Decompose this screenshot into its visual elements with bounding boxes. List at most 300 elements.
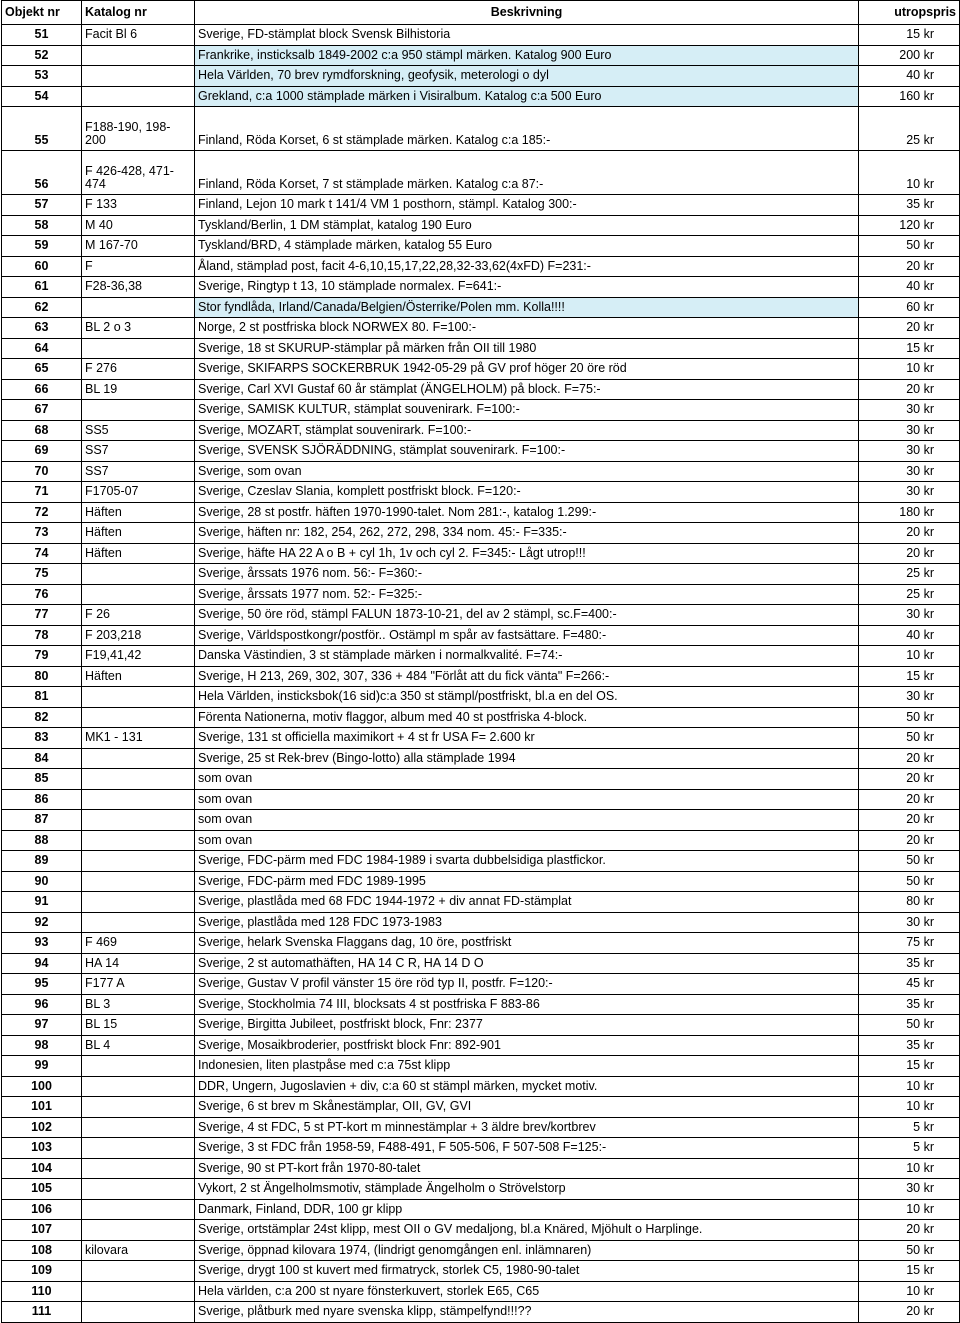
table-row — [2, 974, 960, 995]
table-row — [2, 1179, 960, 1200]
start-price: 120 kr — [859, 215, 960, 236]
lot-number: 105 — [2, 1179, 82, 1200]
lot-number: 77 — [2, 605, 82, 626]
start-price: 20 kr — [859, 523, 960, 544]
catalog-number: M 167-70 — [82, 236, 195, 257]
catalog-number: Häften — [82, 502, 195, 523]
lot-number: 93 — [2, 933, 82, 954]
catalog-number — [82, 769, 195, 790]
lot-description: Sverige, MOZART, stämplat souvenirark. F=100:- — [195, 420, 859, 441]
catalog-number — [82, 45, 195, 66]
start-price: 50 kr — [859, 1015, 960, 1036]
start-price: 20 kr — [859, 1220, 960, 1241]
start-price: 30 kr — [859, 687, 960, 708]
lot-number: 72 — [2, 502, 82, 523]
lot-description: Åland, stämplad post, facit 4-6,10,15,17,22,28,32-33,62(4xFD) F=231:- — [195, 256, 859, 277]
start-price: 5 kr — [859, 1138, 960, 1159]
table-row — [2, 1281, 960, 1302]
catalog-number: F 426-428, 471-474 — [82, 151, 195, 195]
table-row — [2, 297, 960, 318]
start-price: 20 kr — [859, 318, 960, 339]
start-price: 40 kr — [859, 66, 960, 87]
start-price: 80 kr — [859, 892, 960, 913]
lot-description: Sverige, häften nr: 182, 254, 262, 272, 298, 334 nom. 45:- F=335:- — [195, 523, 859, 544]
table-row — [2, 933, 960, 954]
catalog-number — [82, 400, 195, 421]
lot-number: 111 — [2, 1302, 82, 1323]
table-row — [2, 1015, 960, 1036]
lot-description: Hela världen, c:a 200 st nyare fönsterkuvert, storlek E65, C65 — [195, 1281, 859, 1302]
lot-description: Sverige, SKIFARPS SOCKERBRUK 1942-05-29 på GV prof höger 20 öre röd — [195, 359, 859, 380]
lot-number: 78 — [2, 625, 82, 646]
lot-number: 108 — [2, 1240, 82, 1261]
table-row — [2, 748, 960, 769]
catalog-number: F188-190, 198-200 — [82, 107, 195, 151]
start-price: 25 kr — [859, 584, 960, 605]
catalog-number: SS5 — [82, 420, 195, 441]
lot-number: 100 — [2, 1076, 82, 1097]
lot-description: Sverige, Världspostkongr/postför.. Ostämpl m spår av fastsättare. F=480:- — [195, 625, 859, 646]
table-row — [2, 605, 960, 626]
start-price: 50 kr — [859, 871, 960, 892]
lot-number: 88 — [2, 830, 82, 851]
table-row — [2, 1097, 960, 1118]
lot-number: 79 — [2, 646, 82, 667]
table-row — [2, 1056, 960, 1077]
lot-number: 106 — [2, 1199, 82, 1220]
start-price: 50 kr — [859, 1240, 960, 1261]
lot-description: Finland, Lejon 10 mark t 141/4 VM 1 posthorn, stämpl. Katalog 300:- — [195, 195, 859, 216]
lot-number: 53 — [2, 66, 82, 87]
table-row — [2, 1302, 960, 1323]
table-row — [2, 912, 960, 933]
table-row — [2, 502, 960, 523]
table-row — [2, 564, 960, 585]
lot-description: Norge, 2 st postfriska block NORWEX 80. F=100:- — [195, 318, 859, 339]
lot-number: 62 — [2, 297, 82, 318]
lot-number: 51 — [2, 25, 82, 46]
start-price: 30 kr — [859, 912, 960, 933]
table-row — [2, 66, 960, 87]
start-price: 10 kr — [859, 1199, 960, 1220]
header-beskrivning: Beskrivning — [195, 1, 859, 25]
lot-description: Sverige, årssats 1977 nom. 52:- F=325:- — [195, 584, 859, 605]
lot-number: 59 — [2, 236, 82, 257]
lot-number: 64 — [2, 338, 82, 359]
table-row — [2, 318, 960, 339]
lot-number: 91 — [2, 892, 82, 913]
table-row — [2, 810, 960, 831]
table-row — [2, 151, 960, 195]
lot-description: Finland, Röda Korset, 7 st stämplade märken. Katalog c:a 87:- — [195, 151, 859, 195]
start-price: 20 kr — [859, 379, 960, 400]
table-row — [2, 45, 960, 66]
lot-description: Grekland, c:a 1000 stämplade märken i Visiralbum. Katalog c:a 500 Euro — [195, 86, 859, 107]
start-price: 50 kr — [859, 236, 960, 257]
start-price: 60 kr — [859, 297, 960, 318]
lot-number: 87 — [2, 810, 82, 831]
catalog-number: M 40 — [82, 215, 195, 236]
table-row — [2, 1220, 960, 1241]
table-row — [2, 215, 960, 236]
lot-description: Stor fyndlåda, Irland/Canada/Belgien/Österrike/Polen mm. Kolla!!!! — [195, 297, 859, 318]
start-price: 15 kr — [859, 25, 960, 46]
lot-number: 54 — [2, 86, 82, 107]
catalog-number — [82, 338, 195, 359]
table-row — [2, 1261, 960, 1282]
table-row — [2, 728, 960, 749]
lot-description: Sverige, 90 st PT-kort från 1970-80-talet — [195, 1158, 859, 1179]
header-row — [2, 1, 960, 25]
lot-number: 94 — [2, 953, 82, 974]
table-row — [2, 338, 960, 359]
catalog-number — [82, 687, 195, 708]
start-price: 75 kr — [859, 933, 960, 954]
table-row — [2, 687, 960, 708]
lot-description: Sverige, SAMISK KULTUR, stämplat souvenirark. F=100:- — [195, 400, 859, 421]
start-price: 180 kr — [859, 502, 960, 523]
lot-description: Hela Världen, 70 brev rymdforskning, geofysik, meterologi o dyl — [195, 66, 859, 87]
lot-number: 67 — [2, 400, 82, 421]
lot-description: Vykort, 2 st Ängelholmsmotiv, stämplade Ängelholm o Strövelstorp — [195, 1179, 859, 1200]
table-row — [2, 830, 960, 851]
lot-number: 103 — [2, 1138, 82, 1159]
catalog-number: F1705-07 — [82, 482, 195, 503]
start-price: 25 kr — [859, 564, 960, 585]
table-row — [2, 707, 960, 728]
catalog-number: F 26 — [82, 605, 195, 626]
lot-number: 90 — [2, 871, 82, 892]
table-row — [2, 256, 960, 277]
catalog-number — [82, 707, 195, 728]
lot-number: 61 — [2, 277, 82, 298]
catalog-number: BL 19 — [82, 379, 195, 400]
catalog-number: HA 14 — [82, 953, 195, 974]
start-price: 30 kr — [859, 420, 960, 441]
catalog-number: MK1 - 131 — [82, 728, 195, 749]
lot-description: Sverige, SVENSK SJÖRÄDDNING, stämplat souvenirark. F=100:- — [195, 441, 859, 462]
table-row — [2, 195, 960, 216]
lot-description: Sverige, Stockholmia 74 III, blocksats 4 st postfriska F 883-86 — [195, 994, 859, 1015]
lot-number: 57 — [2, 195, 82, 216]
table-row — [2, 107, 960, 151]
lot-description: Sverige, Gustav V profil vänster 15 öre röd typ II, postfr. F=120:- — [195, 974, 859, 995]
lot-description: Sverige, 2 st automathäften, HA 14 C R, HA 14 D O — [195, 953, 859, 974]
catalog-number — [82, 1261, 195, 1282]
start-price: 15 kr — [859, 1056, 960, 1077]
catalog-number: F177 A — [82, 974, 195, 995]
lot-description: Sverige, öppnad kilovara 1974, (lindrigt genomgången enl. inlämnaren) — [195, 1240, 859, 1261]
start-price: 35 kr — [859, 953, 960, 974]
catalog-number: F19,41,42 — [82, 646, 195, 667]
start-price: 25 kr — [859, 107, 960, 151]
catalog-number — [82, 1302, 195, 1323]
lot-number: 52 — [2, 45, 82, 66]
lot-description: Indonesien, liten plastpåse med c:a 75st klipp — [195, 1056, 859, 1077]
start-price: 45 kr — [859, 974, 960, 995]
catalog-number — [82, 892, 195, 913]
catalog-number — [82, 830, 195, 851]
start-price: 10 kr — [859, 151, 960, 195]
lot-description: Sverige, plastlåda med 128 FDC 1973-1983 — [195, 912, 859, 933]
lot-number: 76 — [2, 584, 82, 605]
catalog-number: Häften — [82, 543, 195, 564]
lot-description: Finland, Röda Korset, 6 st stämplade märken. Katalog c:a 185:- — [195, 107, 859, 151]
header-objekt-nr: Objekt nr — [2, 1, 82, 25]
start-price: 5 kr — [859, 1117, 960, 1138]
table-row — [2, 1117, 960, 1138]
lot-number: 110 — [2, 1281, 82, 1302]
lot-description: Sverige, drygt 100 st kuvert med firmatryck, storlek C5, 1980-90-talet — [195, 1261, 859, 1282]
lot-description: som ovan — [195, 769, 859, 790]
catalog-number: BL 4 — [82, 1035, 195, 1056]
lot-description: Sverige, H 213, 269, 302, 307, 336 + 484 "Förlåt att du fick vänta" F=266:- — [195, 666, 859, 687]
lot-description: Sverige, 131 st officiella maximikort + 4 st fr USA F= 2.600 kr — [195, 728, 859, 749]
table-row — [2, 441, 960, 462]
catalog-number — [82, 789, 195, 810]
start-price: 50 kr — [859, 728, 960, 749]
start-price: 20 kr — [859, 789, 960, 810]
lot-number: 70 — [2, 461, 82, 482]
table-row — [2, 584, 960, 605]
start-price: 20 kr — [859, 810, 960, 831]
table-row — [2, 25, 960, 46]
lot-description: Sverige, Czeslav Slania, komplett postfriskt block. F=120:- — [195, 482, 859, 503]
table-row — [2, 994, 960, 1015]
lot-number: 98 — [2, 1035, 82, 1056]
catalog-number: SS7 — [82, 461, 195, 482]
lot-description: Frankrike, insticksalb 1849-2002 c:a 950 stämpl märken. Katalog 900 Euro — [195, 45, 859, 66]
start-price: 50 kr — [859, 707, 960, 728]
start-price: 15 kr — [859, 1261, 960, 1282]
catalog-number: F 133 — [82, 195, 195, 216]
catalog-number — [82, 86, 195, 107]
lot-number: 80 — [2, 666, 82, 687]
table-row — [2, 851, 960, 872]
catalog-number — [82, 1158, 195, 1179]
lot-number: 109 — [2, 1261, 82, 1282]
lot-description: som ovan — [195, 810, 859, 831]
lot-description: Sverige, Carl XVI Gustaf 60 år stämplat (ÄNGELHOLM) på block. F=75:- — [195, 379, 859, 400]
auction-lot-table — [1, 0, 960, 1323]
lot-description: Sverige, Birgitta Jubileet, postfriskt block, Fnr: 2377 — [195, 1015, 859, 1036]
catalog-number — [82, 810, 195, 831]
start-price: 10 kr — [859, 1158, 960, 1179]
lot-description: Sverige, Ringtyp t 13, 10 stämplade normalex. F=641:- — [195, 277, 859, 298]
catalog-number: F 203,218 — [82, 625, 195, 646]
start-price: 20 kr — [859, 256, 960, 277]
catalog-number — [82, 1117, 195, 1138]
lot-description: som ovan — [195, 789, 859, 810]
lot-number: 84 — [2, 748, 82, 769]
catalog-number — [82, 912, 195, 933]
catalog-number: BL 3 — [82, 994, 195, 1015]
catalog-number — [82, 1056, 195, 1077]
start-price: 200 kr — [859, 45, 960, 66]
lot-description: DDR, Ungern, Jugoslavien + div, c:a 60 st stämpl märken, mycket motiv. — [195, 1076, 859, 1097]
lot-description: Sverige, 6 st brev m Skånestämplar, OII, GV, GVI — [195, 1097, 859, 1118]
start-price: 35 kr — [859, 195, 960, 216]
table-row — [2, 1035, 960, 1056]
table-row — [2, 379, 960, 400]
start-price: 40 kr — [859, 625, 960, 646]
lot-number: 66 — [2, 379, 82, 400]
start-price: 10 kr — [859, 1097, 960, 1118]
start-price: 20 kr — [859, 769, 960, 790]
start-price: 30 kr — [859, 605, 960, 626]
table-row — [2, 1199, 960, 1220]
catalog-number — [82, 1281, 195, 1302]
catalog-number: F 469 — [82, 933, 195, 954]
lot-number: 75 — [2, 564, 82, 585]
start-price: 50 kr — [859, 851, 960, 872]
lot-description: Danmark, Finland, DDR, 100 gr klipp — [195, 1199, 859, 1220]
table-row — [2, 482, 960, 503]
start-price: 20 kr — [859, 830, 960, 851]
table-row — [2, 625, 960, 646]
lot-number: 99 — [2, 1056, 82, 1077]
lot-description: Sverige, plastlåda med 68 FDC 1944-1972 + div annat FD-stämplat — [195, 892, 859, 913]
lot-description: Sverige, 28 st postfr. häften 1970-1990-talet. Nom 281:-, katalog 1.299:- — [195, 502, 859, 523]
start-price: 30 kr — [859, 400, 960, 421]
start-price: 30 kr — [859, 482, 960, 503]
start-price: 15 kr — [859, 338, 960, 359]
lot-number: 74 — [2, 543, 82, 564]
lot-description: Sverige, som ovan — [195, 461, 859, 482]
lot-description: Sverige, årssats 1976 nom. 56:- F=360:- — [195, 564, 859, 585]
lot-description: Tyskland/BRD, 4 stämplade märken, katalog 55 Euro — [195, 236, 859, 257]
lot-number: 96 — [2, 994, 82, 1015]
table-row — [2, 953, 960, 974]
lot-number: 95 — [2, 974, 82, 995]
catalog-number: F — [82, 256, 195, 277]
catalog-number: F 276 — [82, 359, 195, 380]
table-row — [2, 461, 960, 482]
catalog-number — [82, 871, 195, 892]
catalog-number — [82, 1076, 195, 1097]
lot-description: Sverige, helark Svenska Flaggans dag, 10 öre, postfriskt — [195, 933, 859, 954]
lot-description: Sverige, 25 st Rek-brev (Bingo-lotto) alla stämplade 1994 — [195, 748, 859, 769]
table-row — [2, 666, 960, 687]
header-utropspris: utropspris — [859, 1, 960, 25]
lot-number: 68 — [2, 420, 82, 441]
catalog-number: Facit Bl 6 — [82, 25, 195, 46]
catalog-number — [82, 748, 195, 769]
lot-description: Danska Västindien, 3 st stämplade märken i normalkvalité. F=74:- — [195, 646, 859, 667]
table-row — [2, 359, 960, 380]
catalog-number: kilovara — [82, 1240, 195, 1261]
catalog-number: BL 2 o 3 — [82, 318, 195, 339]
catalog-number — [82, 584, 195, 605]
table-row — [2, 871, 960, 892]
start-price: 20 kr — [859, 748, 960, 769]
lot-description: som ovan — [195, 830, 859, 851]
lot-number: 107 — [2, 1220, 82, 1241]
lot-number: 56 — [2, 151, 82, 195]
table-row — [2, 400, 960, 421]
lot-number: 83 — [2, 728, 82, 749]
table-row — [2, 1240, 960, 1261]
lot-description: Sverige, 50 öre röd, stämpl FALUN 1873-10-21, del av 2 stämpl, sc.F=400:- — [195, 605, 859, 626]
lot-description: Sverige, häfte HA 22 A o B + cyl 1h, 1v och cyl 2. F=345:- Lågt utrop!!! — [195, 543, 859, 564]
lot-number: 92 — [2, 912, 82, 933]
catalog-number — [82, 851, 195, 872]
table-row — [2, 277, 960, 298]
lot-number: 102 — [2, 1117, 82, 1138]
table-row — [2, 1076, 960, 1097]
table-row — [2, 523, 960, 544]
table-row — [2, 892, 960, 913]
catalog-number: F28-36,38 — [82, 277, 195, 298]
lot-description: Hela Världen, insticksbok(16 sid)c:a 350 st stämpl/postfriskt, bl.a en del OS. — [195, 687, 859, 708]
table-row — [2, 236, 960, 257]
lot-number: 89 — [2, 851, 82, 872]
catalog-number — [82, 564, 195, 585]
catalog-number — [82, 1199, 195, 1220]
start-price: 30 kr — [859, 441, 960, 462]
catalog-number — [82, 66, 195, 87]
start-price: 10 kr — [859, 646, 960, 667]
lot-description: Sverige, FD-stämplat block Svensk Bilhistoria — [195, 25, 859, 46]
lot-number: 73 — [2, 523, 82, 544]
lot-description: Sverige, 3 st FDC från 1958-59, F488-491, F 505-506, F 507-508 F=125:- — [195, 1138, 859, 1159]
lot-number: 86 — [2, 789, 82, 810]
lot-number: 60 — [2, 256, 82, 277]
lot-description: Sverige, 18 st SKURUP-stämplar på märken från OII till 1980 — [195, 338, 859, 359]
table-row — [2, 769, 960, 790]
lot-description: Sverige, Mosaikbroderier, postfriskt block Fnr: 892-901 — [195, 1035, 859, 1056]
lot-description: Sverige, FDC-pärm med FDC 1989-1995 — [195, 871, 859, 892]
table-row — [2, 1138, 960, 1159]
start-price: 160 kr — [859, 86, 960, 107]
start-price: 35 kr — [859, 1035, 960, 1056]
lot-description: Tyskland/Berlin, 1 DM stämplat, katalog 190 Euro — [195, 215, 859, 236]
lot-description: Förenta Nationerna, motiv flaggor, album med 40 st postfriska 4-block. — [195, 707, 859, 728]
catalog-number — [82, 1097, 195, 1118]
lot-number: 82 — [2, 707, 82, 728]
table-row — [2, 646, 960, 667]
catalog-number — [82, 297, 195, 318]
catalog-number — [82, 1179, 195, 1200]
lot-number: 63 — [2, 318, 82, 339]
lot-description: Sverige, plåtburk med nyare svenska klipp, stämpelfynd!!!?? — [195, 1302, 859, 1323]
header-katalog-nr: Katalog nr — [82, 1, 195, 25]
table-row — [2, 1158, 960, 1179]
lot-number: 97 — [2, 1015, 82, 1036]
lot-number: 69 — [2, 441, 82, 462]
table-row — [2, 420, 960, 441]
start-price: 40 kr — [859, 277, 960, 298]
lot-number: 101 — [2, 1097, 82, 1118]
start-price: 20 kr — [859, 543, 960, 564]
table-row — [2, 789, 960, 810]
lot-number: 55 — [2, 107, 82, 151]
lot-number: 58 — [2, 215, 82, 236]
start-price: 35 kr — [859, 994, 960, 1015]
catalog-number: BL 15 — [82, 1015, 195, 1036]
lot-number: 85 — [2, 769, 82, 790]
table-row — [2, 543, 960, 564]
lot-number: 81 — [2, 687, 82, 708]
start-price: 15 kr — [859, 666, 960, 687]
lot-number: 65 — [2, 359, 82, 380]
lot-number: 71 — [2, 482, 82, 503]
catalog-number: Häften — [82, 523, 195, 544]
start-price: 30 kr — [859, 1179, 960, 1200]
start-price: 10 kr — [859, 1076, 960, 1097]
start-price: 20 kr — [859, 1302, 960, 1323]
lot-description: Sverige, FDC-pärm med FDC 1984-1989 i svarta dubbelsidiga plastfickor. — [195, 851, 859, 872]
